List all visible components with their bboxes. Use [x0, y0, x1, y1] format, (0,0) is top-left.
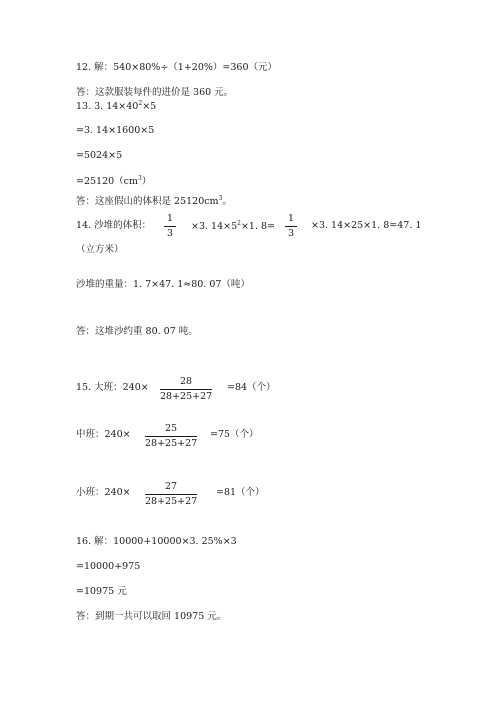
q14-fraction-1: [164, 214, 176, 238]
fraction-bar: [285, 226, 297, 227]
q14-unit: （立方米）: [76, 244, 124, 255]
q12-solution: 12. 解：540×80%÷（1+20%）=360（元）: [76, 62, 278, 73]
q16-step1: =10000+975: [76, 561, 141, 572]
q15-medium-fraction: [145, 424, 197, 448]
fraction-denominator: 3: [166, 227, 174, 239]
q14-label: 14. 沙堆的体积：: [76, 220, 152, 231]
q13-answer: 答：这座假山的体积是 $25120cm^3$。: [76, 195, 232, 207]
fraction-bar: [145, 494, 197, 495]
fraction-denominator: 3: [287, 227, 295, 239]
fraction-denominator: 28+25+27: [160, 390, 213, 402]
q15-small-label: 小班：240×: [76, 487, 131, 498]
fraction-numerator: 1: [287, 213, 295, 224]
q14-volume-result: ×3. 14×25×1. 8=47. 1: [311, 220, 422, 231]
q15-large-fraction: [160, 377, 212, 401]
q13-step2: =5024×5: [76, 150, 123, 161]
q15-small-result: =81（个）: [216, 487, 265, 498]
q14-answer: 答：这堆沙约重 80. 07 吨。: [76, 326, 198, 337]
q15-medium-label: 中班：240×: [76, 429, 131, 440]
q15-large-label: 15. 大班：240×: [76, 382, 149, 393]
fraction-numerator: 28: [179, 376, 193, 387]
q13-solution: 13. 3. $14\times 40^2\times 5$: [76, 100, 157, 112]
q16-step2: =10975 元: [76, 586, 127, 597]
fraction-bar: [145, 436, 197, 437]
fraction-denominator: 28+25+27: [145, 495, 198, 507]
fraction-bar: [160, 389, 212, 390]
q14-weight: 沙堆的重量：1. 7×47. 1≈80. 07（吨）: [76, 279, 250, 290]
fraction-numerator: 25: [164, 423, 178, 434]
q14-volume-expr: ×3. $14\times 5^2\times 1$. 8=: [191, 220, 276, 232]
q15-large-result: =84（个）: [227, 382, 276, 393]
q12-answer: 答：这款服装每件的进价是 360 元。: [76, 87, 234, 98]
fraction-numerator: 1: [166, 213, 174, 224]
q13-step1: =3. 14×1600×5: [76, 125, 155, 136]
q16-answer: 答：到期一共可以取回 10975 元。: [76, 611, 227, 622]
fraction-denominator: 28+25+27: [145, 437, 198, 449]
q16-solution: 16. 解：10000+10000×3. 25%×3: [76, 536, 237, 547]
q15-medium-result: =75（个）: [210, 429, 259, 440]
q14-fraction-2: [285, 214, 297, 238]
q13-step3: $=25120(cm^3)$: [76, 175, 152, 187]
q15-small-fraction: [145, 482, 197, 506]
fraction-numerator: 27: [164, 481, 178, 492]
fraction-bar: [164, 226, 176, 227]
